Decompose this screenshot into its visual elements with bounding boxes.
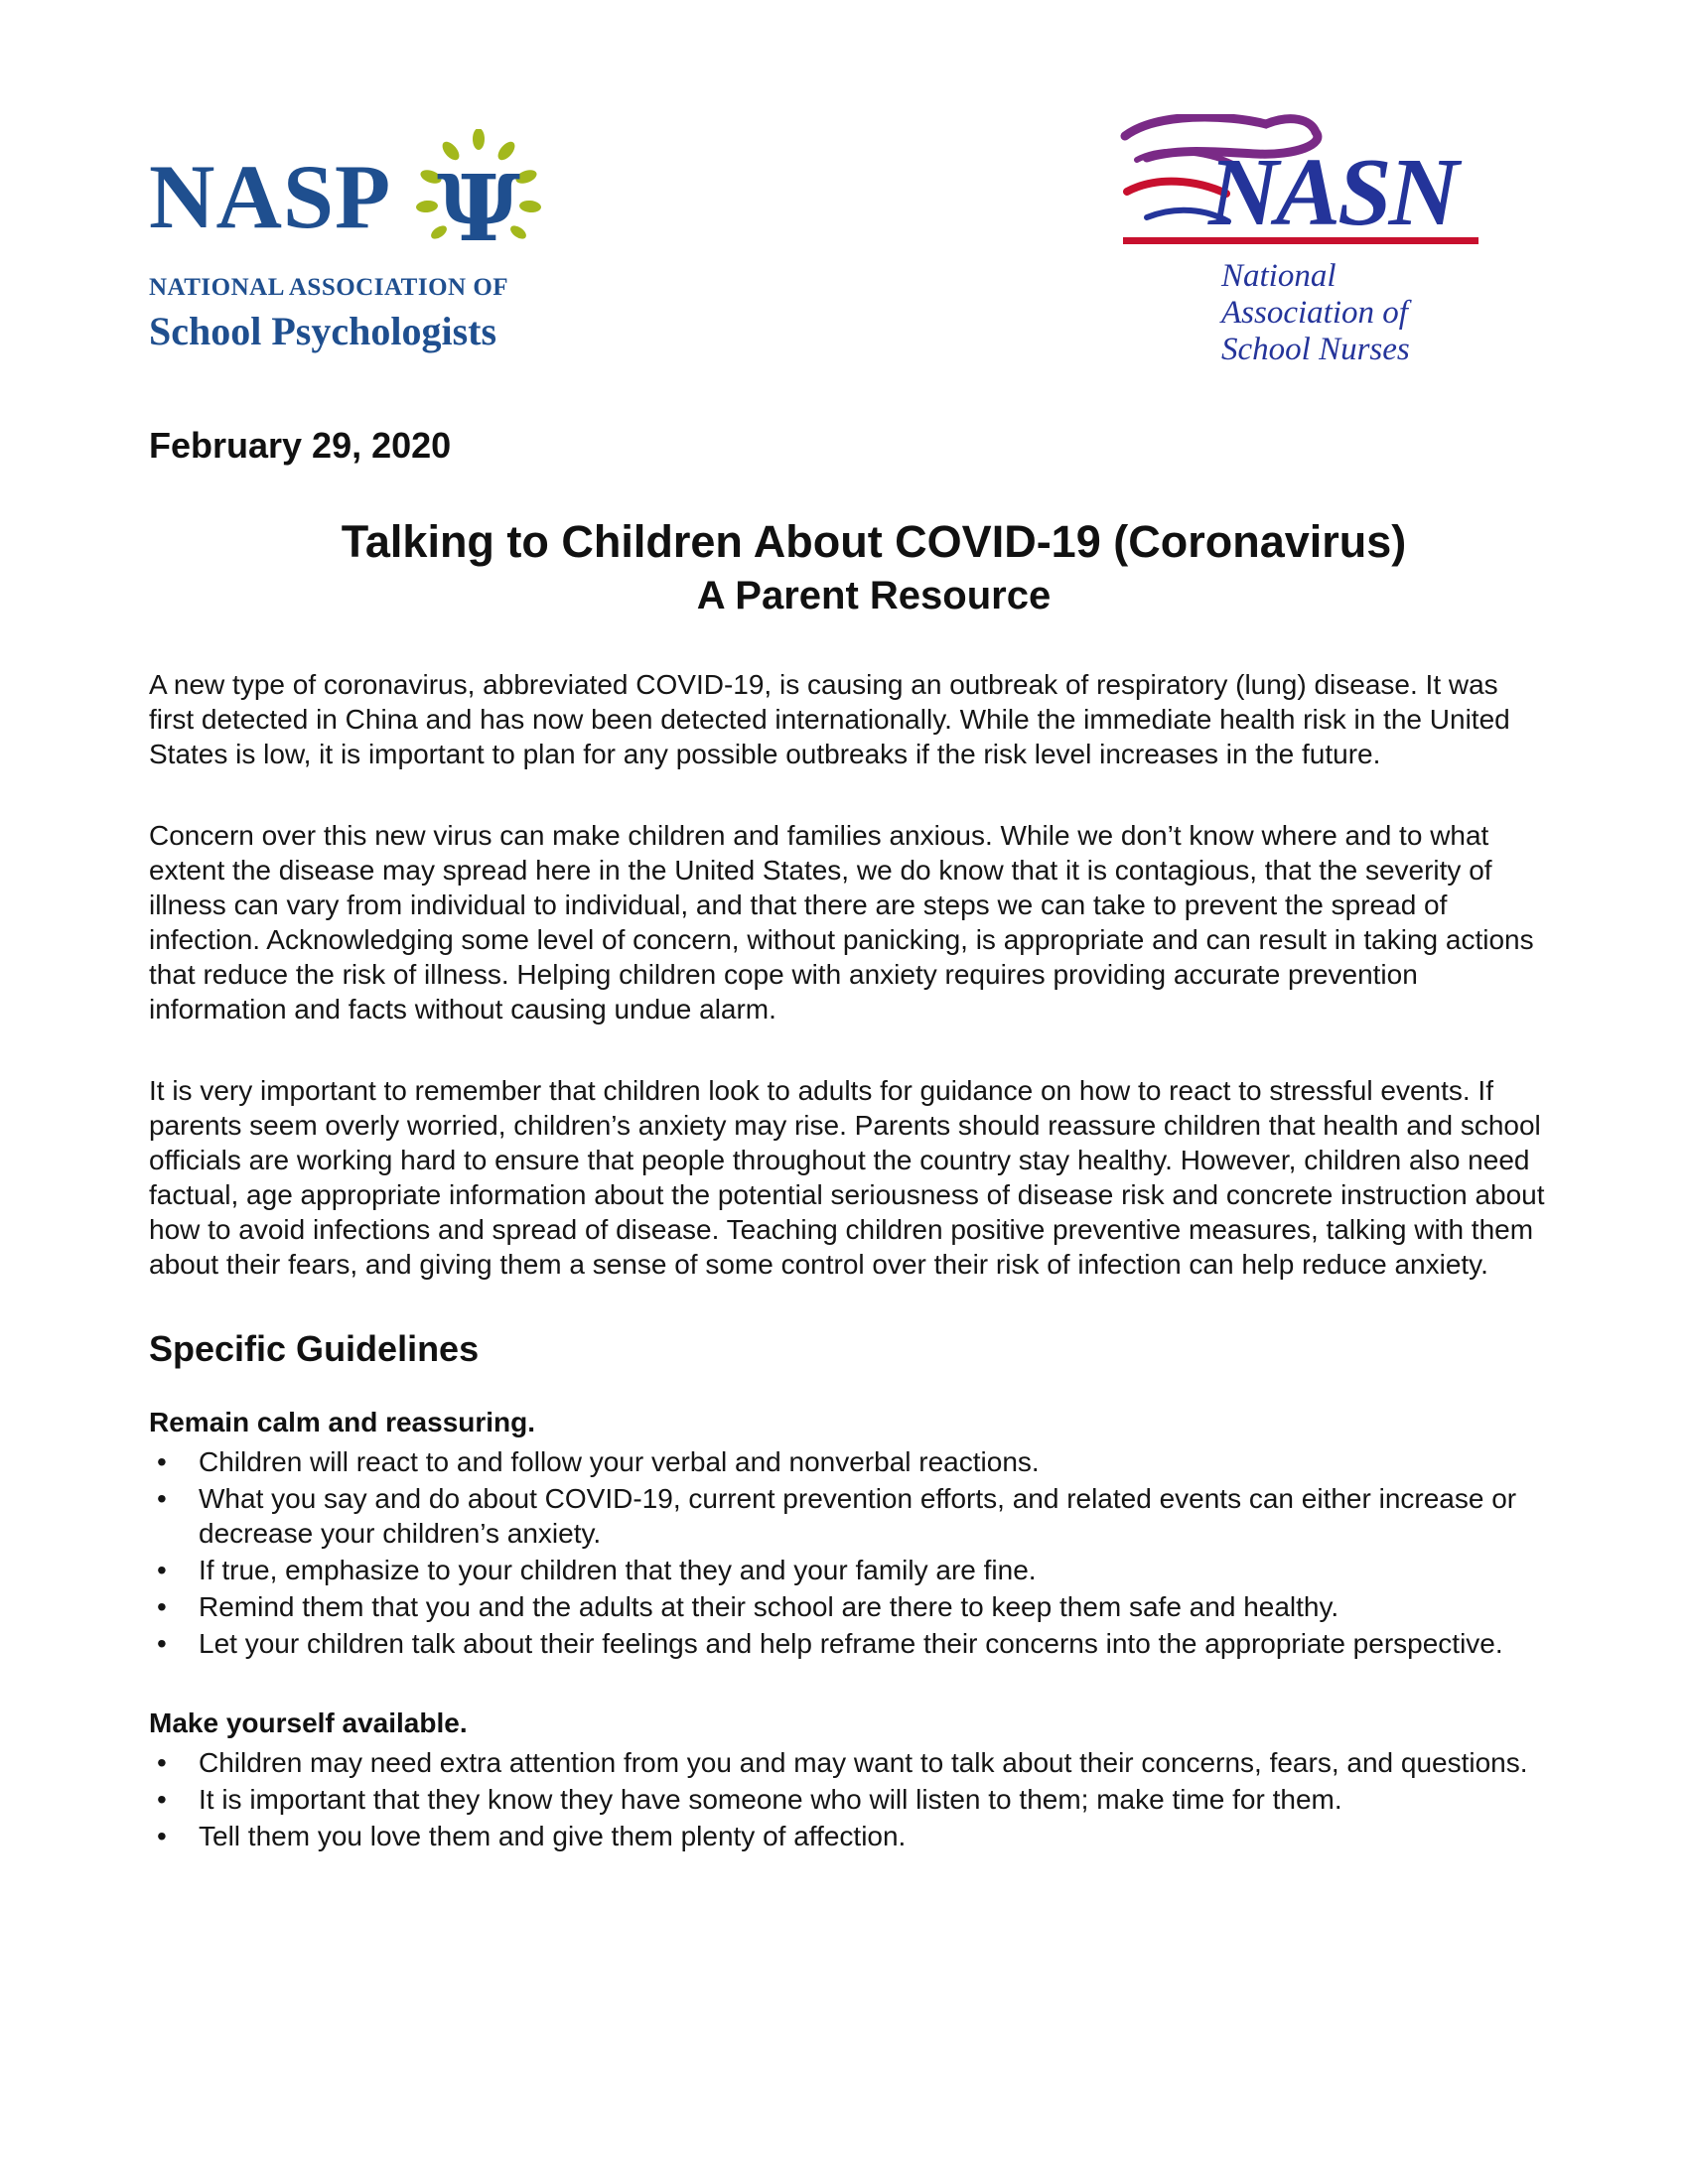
- section-heading: Specific Guidelines: [149, 1328, 480, 1369]
- list-item: • Remind them that you and the adults at their school are there to keep them safe and healthy.: [149, 1589, 1549, 1624]
- nasn-line: School Nurses: [1221, 332, 1410, 367]
- nasp-psi-icon: [409, 129, 548, 258]
- list-item: • Children may need extra attention from you and may want to talk about their concerns, fears, and questions.: [149, 1745, 1549, 1780]
- document-subtitle: A Parent Resource: [696, 574, 1052, 617]
- list-item: • Tell them you love them and give them plenty of affection.: [149, 1819, 1549, 1853]
- guideline-heading: Make yourself available.: [149, 1707, 468, 1738]
- document-date: February 29, 2020: [149, 425, 452, 466]
- list-item: • If true, emphasize to your children that they and your family are fine.: [149, 1553, 1549, 1587]
- document-title: Talking to Children About COVID-19 (Coronavirus): [341, 516, 1407, 567]
- nasn-logo: [1117, 114, 1484, 372]
- body-paragraph: Concern over this new virus can make children and families anxious. While we don’t know where and to what extent the disease may spread here in the United States, we do know that it is contagious, that the severity of illness can vary from individual to individual, and that there are steps we can take to prevent the spread of infection. Acknowledging some level of concern, without panicking, is appropriate and can result in taking actions that reduce the risk of illness. Helping children cope with anxiety requires providing accurate prevention information and facts without causing undue alarm.: [149, 820, 1534, 1024]
- nasp-logo: [149, 129, 546, 357]
- nasn-line: Association of: [1221, 295, 1408, 331]
- svg-text:Ψ: Ψ: [436, 155, 521, 258]
- nasp-wordmark: NASP: [149, 146, 392, 247]
- document-body: [149, 667, 1549, 1898]
- nasp-line2: School Psychologists: [149, 309, 497, 353]
- list-item: • What you say and do about COVID-19, current prevention efforts, and related events can either increase or decrease your children’s anxiety.: [149, 1481, 1549, 1551]
- body-paragraph: It is very important to remember that children look to adults for guidance on how to react to stressful events. If parents seem overly worried, children’s anxiety may rise. Parents should reassure children that health and school officials are working hard to ensure that people throughout the country stay healthy. However, children also need factual, age appropriate information about the potential seriousness of disease risk and concrete instruction about how to avoid infections and spread of disease. Teaching children positive preventive measures, talking with them about their fears, and giving them a sense of some control over their risk of infection can help reduce anxiety.: [149, 1075, 1545, 1280]
- guideline-list: [149, 1444, 1549, 1661]
- list-item: • Let your children talk about their feelings and help reframe their concerns into the appropriate perspective.: [149, 1626, 1549, 1661]
- nasp-line1: NATIONAL ASSOCIATION OF: [149, 274, 509, 301]
- guideline-heading: Remain calm and reassuring.: [149, 1407, 536, 1437]
- guideline-list: [149, 1745, 1549, 1853]
- nasn-line: National: [1221, 258, 1336, 294]
- nasn-subtitle: [1221, 258, 1479, 368]
- body-paragraph: A new type of coronavirus, abbreviated COVID-19, is causing an outbreak of respiratory (lung) disease. It was first detected in China and has now been detected internationally. While the immediate health risk in the United States is low, it is important to plan for any possible outbreaks if the risk level increases in the future.: [149, 669, 1510, 769]
- list-item: • It is important that they know they have someone who will listen to them; make time for them.: [149, 1782, 1549, 1817]
- list-item: • Children will react to and follow your verbal and nonverbal reactions.: [149, 1444, 1549, 1479]
- nasn-wordmark: NASN: [1208, 139, 1457, 246]
